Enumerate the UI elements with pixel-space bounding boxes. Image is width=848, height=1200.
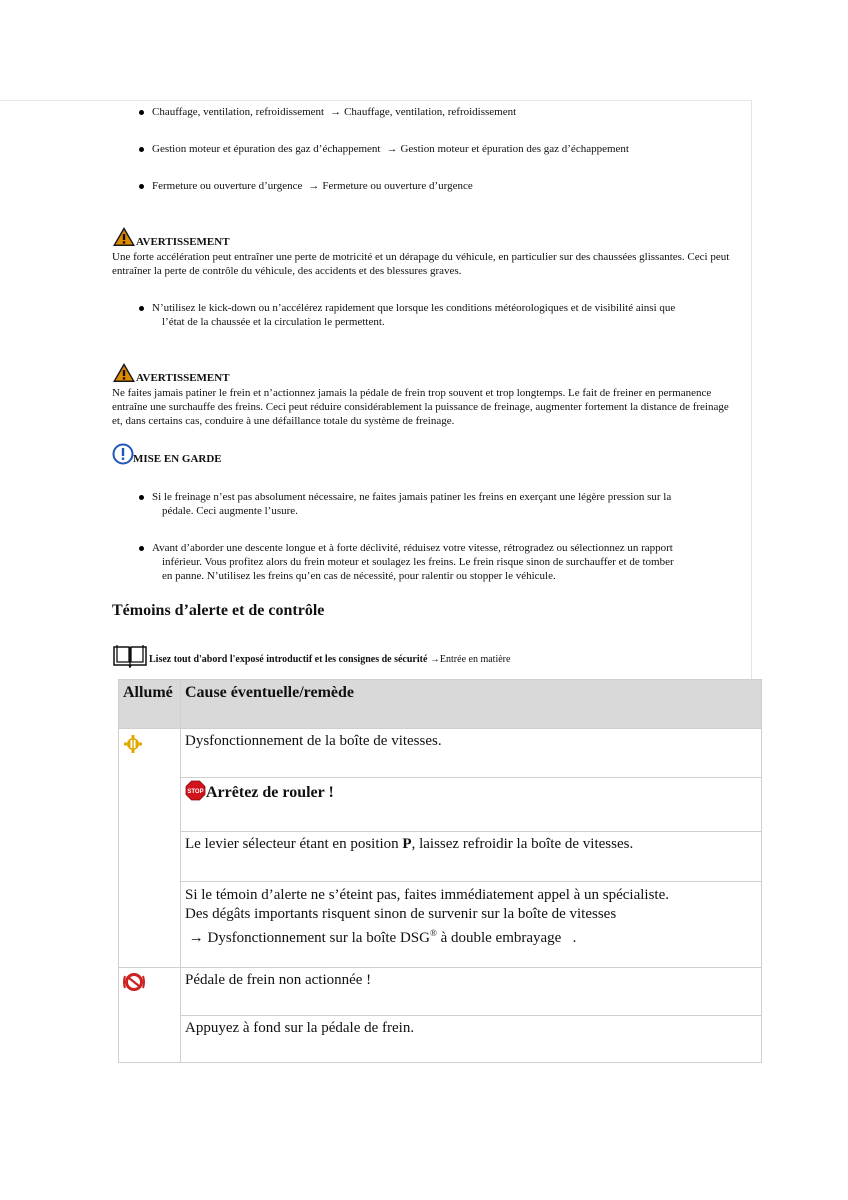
column-header-lit: Allumé [119, 680, 181, 729]
caution-label: MISE EN GARDE [133, 453, 222, 465]
table-cell: Dysfonctionnement de la boîte de vitesses. [181, 729, 762, 778]
stop-sign-icon [185, 780, 206, 801]
list-item-text: pédale. Ceci augmente l’usure. [162, 505, 298, 517]
info-circle-icon [112, 443, 134, 465]
arrow: → [308, 180, 320, 192]
list-item [152, 541, 732, 583]
cross-reference-link[interactable]: Chauffage, ventilation, refroidissement [344, 106, 517, 118]
list-item-text: Chauffage, ventilation, refroidissement [152, 106, 325, 118]
page-frame-top [0, 100, 752, 101]
icon-cell [119, 882, 181, 968]
table-header-row [119, 680, 762, 729]
table-row [119, 778, 762, 832]
list-item [152, 301, 732, 329]
warning-triangle-icon [112, 226, 136, 247]
list-item-text: inférieur. Vous profitez alors du frein moteur et soulagez les freins. Le frein risque sinon de surchauffer et de tomber [162, 556, 674, 568]
table-row [119, 882, 762, 968]
list-item-text: Avant d’aborder une descente longue et à forte déclivité, réduisez votre vitesse, rétrogradez ou sélectionnez un rapport [152, 542, 673, 554]
warning-text: Ne faites jamais patiner le frein et n’actionnez jamais la pédale de frein trop souvent et trop longtemps. Le fait de freiner en permanence entraîne une surchauffe des freins. Ceci peut réduire considérablement la puissance de freinage, augmenter fortement la distance de freinage et, dans certains cas, conduire à une défaillance totale du système de freinage. [112, 387, 729, 427]
warning-lights-table [118, 679, 762, 1063]
warning-triangle-icon [112, 362, 136, 383]
warning-label: AVERTISSEMENT [136, 236, 230, 248]
table-cell: Si le témoin d’alerte ne s’éteint pas, faites immédiatement appel à un spécialiste. Des dégâts importants risquent sinon de survenir sur la boîte de vitesses → Dysfonctionnement sur la boîte DSG® à double embrayage . [181, 882, 762, 968]
intro-note [149, 654, 510, 665]
intro-link[interactable]: Entrée en matière [439, 654, 511, 665]
icon-cell [119, 778, 181, 832]
list-item [152, 105, 732, 119]
brake-pedal-icon [123, 973, 145, 991]
book-icon [112, 644, 148, 668]
icon-cell [119, 832, 181, 882]
section-title: Témoins d’alerte et de contrôle [112, 602, 325, 619]
table-cell: Pédale de frein non actionnée ! [181, 968, 762, 1016]
stop-instruction: Arrêtez de rouler ! [206, 784, 334, 801]
arrow: → [386, 143, 398, 155]
cross-reference-link[interactable]: Gestion moteur et épuration des gaz d’échappement [400, 143, 629, 155]
svg-text:STOP: STOP [187, 789, 204, 795]
intro-bold-text: Lisez tout d'abord l'exposé introductif et les consignes de sécurité [149, 654, 428, 665]
warning-text: Une forte accélération peut entraîner une perte de motricité et un dérapage du véhicule, en particulier sur des chaussées glissantes. Ceci peut entraîner la perte de contrôle du véhicule, des accidents et des blessures graves. [112, 251, 730, 277]
cross-reference-link[interactable]: Fermeture ou ouverture d’urgence [322, 180, 473, 192]
list-item-text: Gestion moteur et épuration des gaz d’échappement [152, 143, 381, 155]
list-item [152, 179, 732, 193]
list-item-text: N’utilisez le kick-down ou n’accélérez rapidement que lorsque les conditions météorologiques et de visibilité ainsi que [152, 302, 676, 314]
table-cell: Appuyez à fond sur la pédale de frein. [181, 1016, 762, 1063]
column-header-cause: Cause éventuelle/remède [181, 680, 762, 729]
page-frame-right [751, 100, 752, 680]
list-item-text: en panne. N’utilisez les freins qu’en cas de nécessité, pour ralentir ou stopper le véhicule. [162, 570, 556, 582]
arrow: → [188, 930, 204, 946]
list-item-text: l’état de la chaussée et la circulation le permettent. [162, 316, 385, 328]
gearbox-warning-icon [123, 734, 143, 754]
arrow: → [429, 654, 440, 665]
icon-cell [119, 968, 181, 1016]
list-item-text: Fermeture ou ouverture d’urgence [152, 180, 303, 192]
dsg-malfunction-link[interactable]: Dysfonctionnement sur la boîte DSG® à double embrayage [207, 928, 562, 946]
table-row [119, 832, 762, 882]
list-item [152, 490, 732, 518]
list-item [152, 142, 732, 156]
list-item-text: Si le freinage n’est pas absolument nécessaire, ne faites jamais patiner les freins en exerçant une légère pression sur la [152, 491, 672, 503]
gear-position-label: P [402, 836, 412, 852]
table-row [119, 968, 762, 1016]
warning-label: AVERTISSEMENT [136, 372, 230, 384]
arrow: → [330, 106, 342, 118]
table-row [119, 729, 762, 778]
table-cell: Le levier sélecteur étant en position P, laissez refroidir la boîte de vitesses. [181, 832, 762, 882]
icon-cell [119, 1016, 181, 1063]
table-cell [181, 778, 762, 832]
table-row [119, 1016, 762, 1063]
icon-cell [119, 729, 181, 778]
